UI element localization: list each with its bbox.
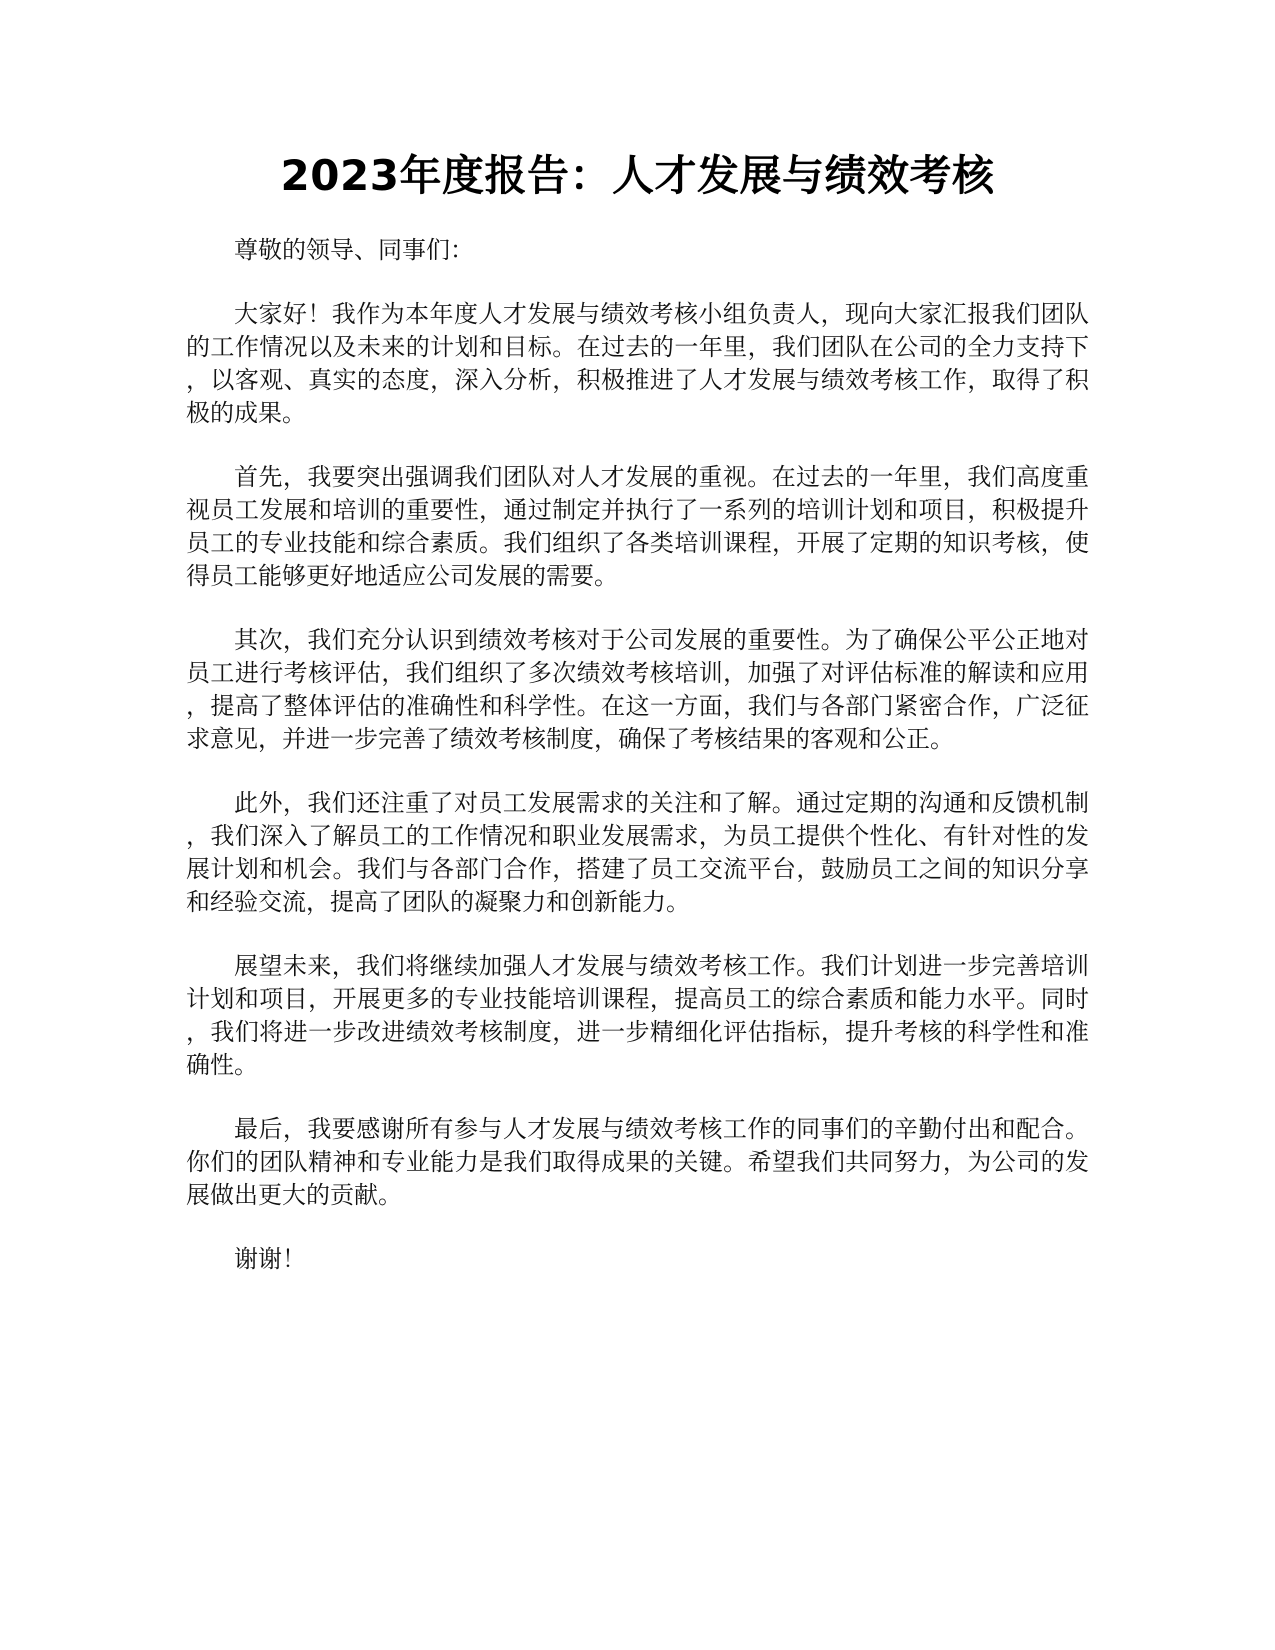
paragraph-performance-review: 其次，我们充分认识到绩效考核对于公司发展的重要性。为了确保公平公正地对员工进行考核评估，我们组织了多次绩效考核培训，加强了对评估标准的解读和应用，提高了整体评估的准确性和科学性。在这一方面，我们与各部门紧密合作，广泛征求意见，并进一步完善了绩效考核制度，确保了考核结果的客观和公正。 [186,626,1089,753]
paragraph-outlook: 展望未来，我们将继续加强人才发展与绩效考核工作。我们计划进一步完善培训计划和项目，开展更多的专业技能培训课程，提高员工的综合素质和能力水平。同时，我们将进一步改进绩效考核制度，进一步精细化评估指标，提升考核的科学性和准确性。 [186,952,1089,1079]
paragraph-intro: 大家好！我作为本年度人才发展与绩效考核小组负责人，现向大家汇报我们团队的工作情况以及未来的计划和目标。在过去的一年里，我们团队在公司的全力支持下，以客观、真实的态度，深入分析，积极推进了人才发展与绩效考核工作，取得了积极的成果。 [186,300,1089,427]
paragraph-talent-development: 首先，我要突出强调我们团队对人才发展的重视。在过去的一年里，我们高度重视员工发展和培训的重要性，通过制定并执行了一系列的培训计划和项目，积极提升员工的专业技能和综合素质。我们组织了各类培训课程，开展了定期的知识考核，使得员工能够更好地适应公司发展的需要。 [186,463,1089,590]
salutation: 尊敬的领导、同事们： [234,236,474,264]
paragraph-thanks: 最后，我要感谢所有参与人才发展与绩效考核工作的同事们的辛勤付出和配合。你们的团队精神和专业能力是我们取得成果的关键。希望我们共同努力，为公司的发展做出更大的贡献。 [186,1115,1089,1209]
document-body [186,234,1089,1276]
document-title: 2023年度报告：人才发展与绩效考核 [280,151,995,200]
closing: 谢谢！ [234,1245,306,1273]
paragraph-employee-needs: 此外，我们还注重了对员工发展需求的关注和了解。通过定期的沟通和反馈机制，我们深入了解员工的工作情况和职业发展需求，为员工提供个性化、有针对性的发展计划和机会。我们与各部门合作，搭建了员工交流平台，鼓励员工之间的知识分享和经验交流，提高了团队的凝聚力和创新能力。 [186,789,1089,916]
